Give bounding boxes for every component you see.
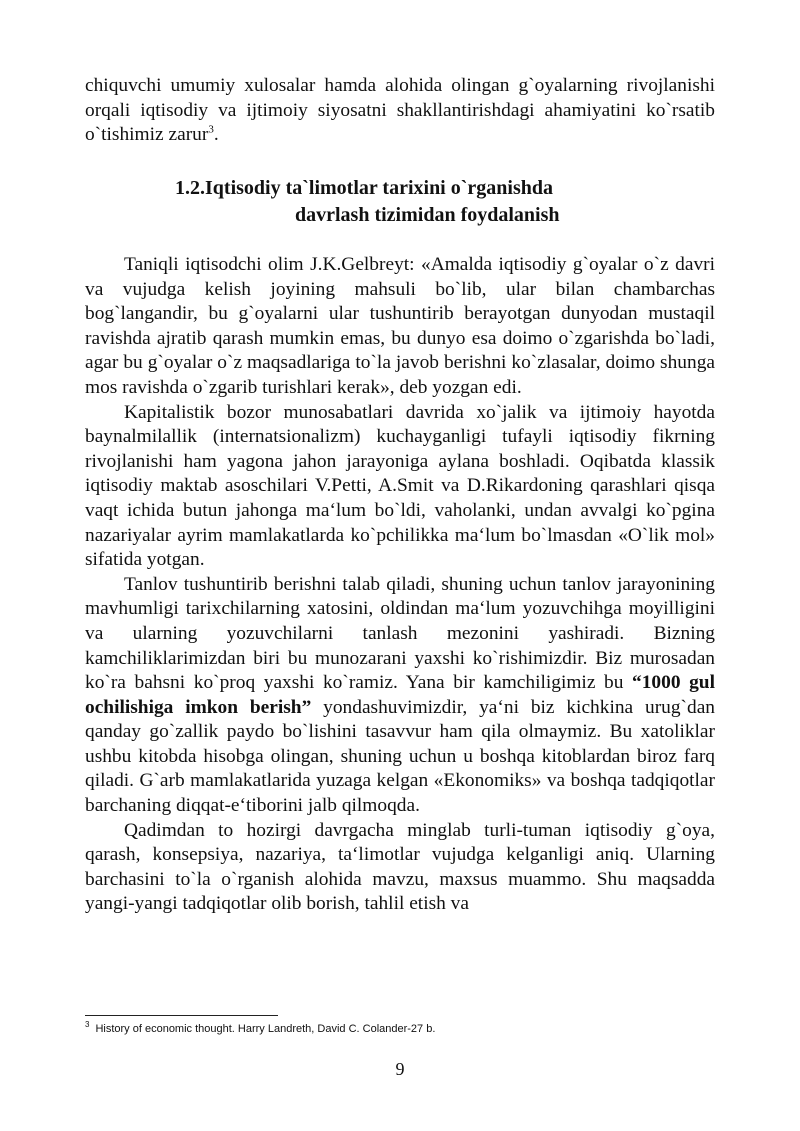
- top-paragraph-block: [85, 74, 715, 148]
- top-paragraph: [85, 74, 715, 148]
- footnote: [85, 1022, 725, 1036]
- paragraph-3-end: yondashuvimizdir, ya‘ni biz kichkina urug`dan qanday go`zallik paydo bo`lishini tasavvur ham qila olmaymiz. Bu xatoliklar ushbu kitobda hisobga olingan, shuning uchun u boshqa kitoblardan biroz farq qiladi. G`arb mamlakatlarida yuzaga kelgan «Ekonomiks» va boshqa tadqiqotlar barchaning diqqat-e‘tiborini jalb qilmoqda.: [85, 696, 715, 817]
- section-heading-line-1: 1.2.Iqtisodiy ta`limotlar tarixini o`rganishda: [175, 177, 553, 199]
- section-heading-line-2: davrlash tizimidan foydalanish: [295, 204, 560, 226]
- top-paragraph-end: .: [213, 124, 219, 146]
- paragraph-3: [85, 573, 715, 819]
- paragraph-3-bold-quote: “1000 gul ochilishiga imkon berish”: [85, 672, 715, 718]
- footnote-reference[interactable]: 3: [208, 123, 214, 136]
- top-paragraph-text: chiquvchi umumiy xulosalar hamda alohida olingan g`oyalarning rivojlanishi orqali iqtisodiy va ijtimoiy siyosatni shakllantirishdagi ahamiyatini ko`rsatib o`tishimiz zarur: [85, 75, 715, 146]
- paragraph-1: Taniqli iqtisodchi olim J.K.Gelbreyt: «Amalda iqtisodiy g`oyalar o`z davri va vujudga kelish joyining mahsuli bo`lib, ular bilan chambarchas bog`langandir, bu g`oyalarni ular tushuntirib berayotgan dunyodan mustaqil ravishda ajratib qarash mumkin emas, bu dunyo esa doimo o`zgarishda bo`ladi, agar bu g`oyalar o`z maqsadlariga to`la javob berishni ko`zlasalar, doimo shunga mos ravishda o`zgarib turishlari kerak», deb yozgan edi.: [85, 254, 715, 398]
- footnote-separator: [85, 1015, 278, 1016]
- footnote-number: 3: [85, 1020, 90, 1030]
- paragraph-2: Kapitalistik bozor munosabatlari davrida xo`jalik va ijtimoiy hayotda baynalmilallik (internatsionalizm) kuchayganligi tufayli iqtisodiy fikrning rivojlanishi ham yagona jahon jarayoniga aylana boshladi. Oqibatda klassik iqtisodiy maktab asoschilari V.Petti, A.Smit va D.Rikardoning qarashlari qisqa vaqt ichida butun jahonga ma‘lum bo`ldi, vaholanki, undan avvalgi ko`pgina nazariyalar ayrim mamlakatlarda ko`pchilikka ma‘lum bo`lmasdan «O`lik mol» sifatida yotgan.: [85, 401, 715, 571]
- paragraph-4: Qadimdan to hozirgi davrgacha minglab turli-tuman iqtisodiy g`oya, qarash, konsepsiya, nazariya, ta‘limotlar vujudga kelganligi aniq. Ularning barchasini to`la o`rganish alohida mavzu, maxsus muammo. Shu maqsadda yangi-yangi tadqiqotlar olib borish, tahlil etish va: [85, 819, 715, 915]
- paragraph-3-start: Tanlov tushuntirib berishni talab qiladi, shuning uchun tanlov jarayonining mavhumligi tarixchilarning xatosini, oldindan ma‘lum yozuvchihga moyilligini va ularning yozuvchilarni tanlash mezonini yashiradi. Bizning kamchiliklarimizdan biri bu munozarani yaxshi ko`rishimizdir. Biz murosadan ko`ra bahsni ko`proq yaxshi ko`ramiz. Yana bir kamchiligimiz bu: [85, 573, 715, 694]
- page-number: 9: [395, 1059, 405, 1079]
- footnote-text: History of economic thought. Harry Landreth, David C. Colander-27 b.: [95, 1023, 436, 1035]
- main-text-block: [85, 253, 715, 917]
